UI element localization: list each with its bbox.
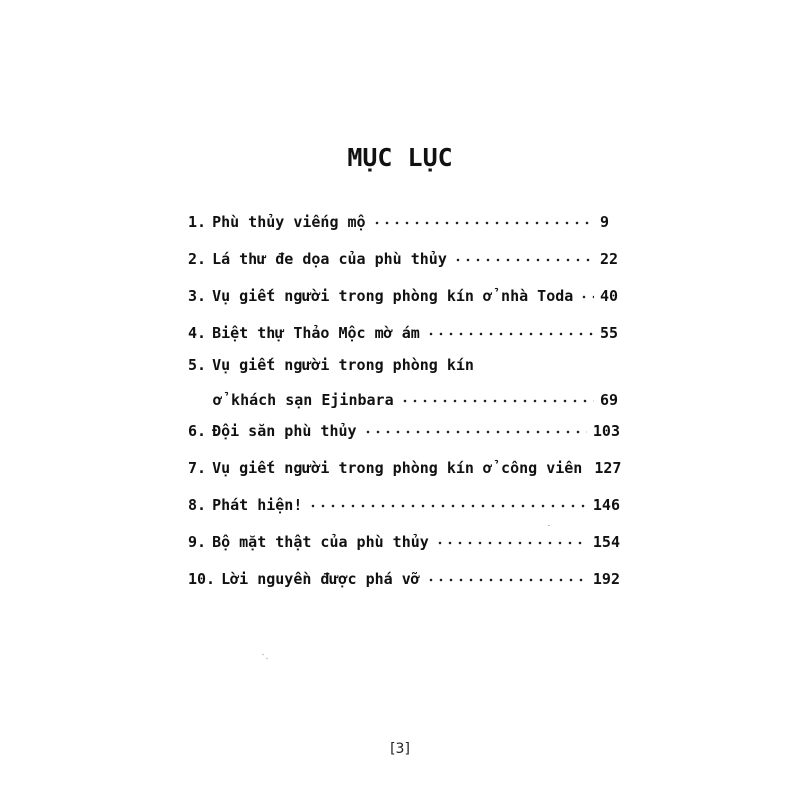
toc-entry [188,207,620,231]
entry-page-number: 55 [600,324,619,342]
dot-leader [435,527,587,547]
entry-title: Phát hiện! [212,496,303,514]
entry-title: Bộ mặt thật của phù thủy [212,533,429,551]
entry-page-number: 9 [600,213,610,231]
toc-entry [188,527,620,551]
entry-number: 1. [188,213,207,231]
entry-number: 6. [188,422,207,440]
entry-title: Phù thủy viếng mộ [212,213,366,231]
paper-speck [266,657,268,659]
entry-page-number: 146 [592,496,620,514]
dot-leader [308,490,587,510]
toc-entry [188,453,622,477]
entry-number: 9. [188,533,207,551]
toc-entry [188,490,620,514]
toc-entry [188,244,620,268]
paper-speck [548,525,550,526]
entry-title: Biệt thự Thảo Mộc mờ ám [212,324,420,342]
entry-number: 8. [188,496,207,514]
entry-title: Lời nguyền được phá vỡ [221,570,420,588]
entry-page-number: 127 [594,459,622,477]
dot-leader [579,281,594,301]
entry-number: 2. [188,250,207,268]
dot-leader [363,416,587,436]
entry-number: 10. [188,570,216,588]
entry-page-number: 154 [592,533,620,551]
entry-title: Vụ giết người trong phòng kín ở công viên [212,459,583,477]
page-number-footer: [3] [390,741,410,757]
entry-page-number: 22 [600,250,619,268]
toc-entry [188,564,620,588]
entry-title: Lá thư đe dọa của phù thủy [212,250,447,268]
entry-number: 5. [188,356,207,374]
entry-title: Vụ giết người trong phòng kín [212,356,474,374]
toc-entry [188,355,620,409]
entry-number: 7. [188,459,207,477]
entry-title: Vụ giết người trong phòng kín ở nhà Toda [212,287,574,305]
dot-leader [400,385,594,405]
toc-entry [188,416,620,440]
entry-page-number: 69 [600,391,619,409]
entry-page-number: 103 [592,422,620,440]
dot-leader [426,318,594,338]
entry-page-number: 40 [600,287,619,305]
toc-entry [188,281,620,305]
entry-number: 4. [188,324,207,342]
entry-number: 3. [188,287,207,305]
entry-title-continued: ở khách sạn Ejinbara [213,391,394,409]
dot-leader [372,207,594,227]
dot-leader [453,244,594,264]
entry-title: Đội săn phù thủy [212,422,357,440]
paper-speck [262,653,264,655]
page-title: MỤC LỤC [347,143,453,172]
dot-leader [426,564,587,584]
entry-page-number: 192 [592,570,620,588]
toc-entry [188,318,620,342]
